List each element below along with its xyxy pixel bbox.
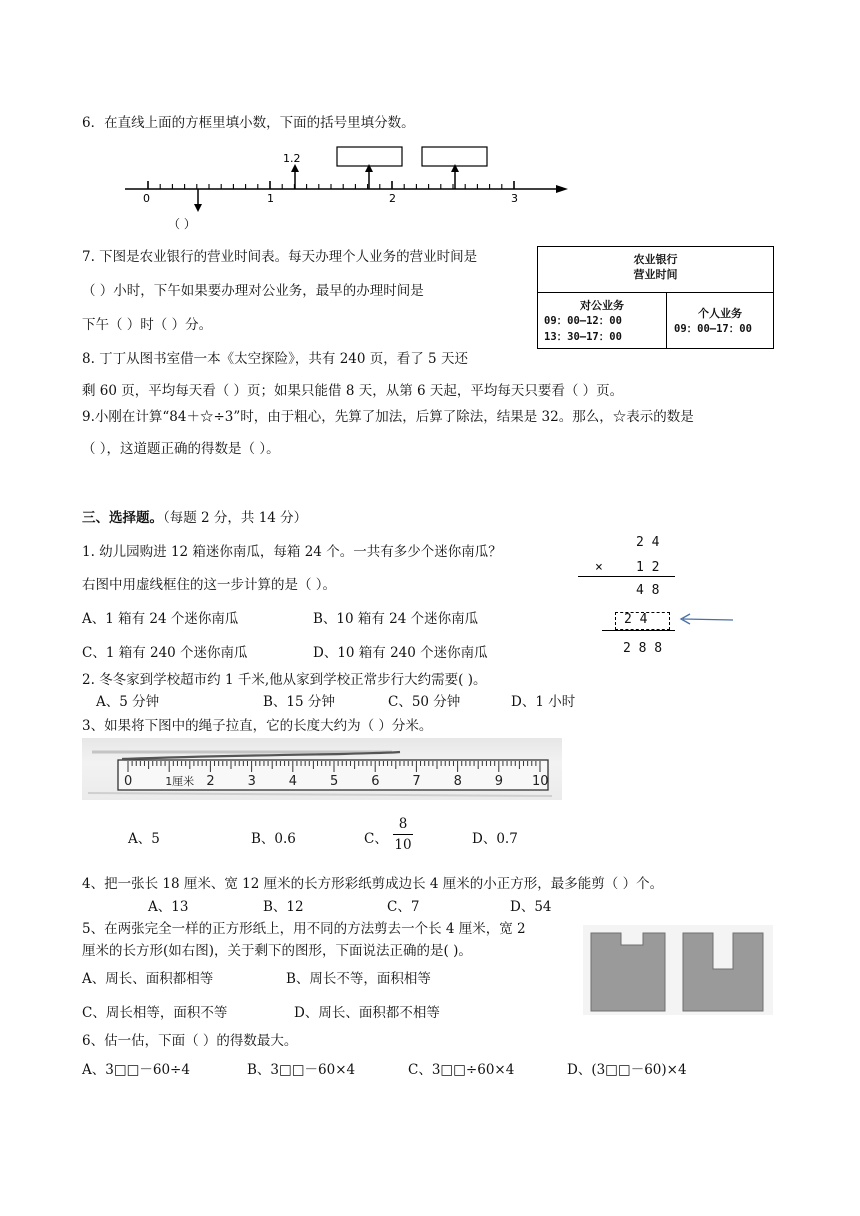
c4-option-c[interactable]: C、7: [387, 899, 420, 915]
q7-line1: 7. 下图是农业银行的营业时间表。每天办理个人业务的营业时间是: [82, 249, 478, 265]
c6-option-d[interactable]: D、(3□□－60)×4: [567, 1062, 687, 1078]
c5-option-b[interactable]: B、周长不等，面积相等: [286, 971, 431, 987]
ruler-number: 4: [288, 774, 298, 789]
c1-line2: 右图中用虚线框住的这一步计算的是（ ）。: [82, 577, 337, 593]
ruler-number: 10: [532, 774, 549, 789]
vertical-multiplication: 2 4 × 1 2 4 8 2 4 2 8 8: [575, 530, 745, 670]
ruler-number: 0: [124, 774, 133, 789]
q7-line2: （ ）小时，下午如果要办理对公业务，最早的办理时间是: [82, 283, 424, 299]
c5-line2: 厘米的长方形(如右图)，关于剩下的图形，下面说法正确的是( )。: [82, 943, 472, 959]
ruler-number: 1厘米: [165, 775, 195, 788]
c1-option-b[interactable]: B、10 箱有 24 个迷你南瓜: [313, 611, 479, 627]
tick-label-1: 1: [267, 192, 274, 205]
c3-option-c[interactable]: C、: [364, 831, 388, 847]
c1-line1: 1. 幼儿园购进 12 箱迷你南瓜，每箱 24 个。一共有多少个迷你南瓜？: [82, 544, 502, 560]
c4-line: 4、把一张长 18 厘米、宽 12 厘米的长方形彩纸剪成边长 4 厘米的小正方形，最多能剪（ ）个。: [82, 876, 664, 892]
fraction-paren: （ ）: [168, 217, 196, 231]
ruler-number: 2: [206, 774, 215, 789]
ruler-number: 3: [247, 774, 256, 789]
up-arrow-icon: [451, 164, 459, 172]
c3-line: 3、如果将下图中的绳子拉直，它的长度大约为（ ）分米。: [82, 718, 433, 734]
c5-option-c[interactable]: C、周长相等，面积不等: [82, 1005, 228, 1021]
c4-option-d[interactable]: D、54: [510, 899, 552, 915]
c5-line1: 5、在两张完全一样的正方形纸上，用不同的方法剪去一个长 4 厘米，宽 2: [82, 921, 526, 937]
q6-text: 6．在直线上面的方框里填小数，下面的括号里填分数。: [82, 115, 415, 131]
tick-label-0: 0: [143, 192, 150, 205]
q7-line3: 下午（ ）时（ ）分。: [82, 317, 213, 333]
c6-line: 6、估一估，下面（ ）的得数最大。: [82, 1033, 298, 1049]
corporate-time-1: 09：00—12：00: [544, 315, 622, 327]
ruler-number: 6: [371, 774, 380, 789]
up-arrow-icon: [291, 164, 299, 172]
tick-label-3: 3: [511, 192, 518, 205]
corporate-time-2: 13：30—17：00: [544, 331, 622, 343]
personal-col-head: 个人业务: [698, 307, 742, 320]
c3-option-d[interactable]: D、0.7: [472, 831, 518, 847]
c1-option-d[interactable]: D、10 箱有 240 个迷你南瓜: [313, 645, 488, 661]
c3-option-b[interactable]: B、0.6: [251, 831, 296, 847]
c2-option-b[interactable]: B、15 分钟: [263, 694, 335, 710]
decimal-answer-box-1[interactable]: [337, 147, 402, 166]
q9-line1: 9.小刚在计算“84＋☆÷3”时，由于粗心，先算了加法，后算了除法，结果是 32。那么，☆表示的数是: [82, 409, 694, 425]
c3-option-a[interactable]: A、5: [128, 831, 160, 847]
c2-option-a[interactable]: A、5 分钟: [96, 694, 160, 710]
personal-time: 09：00—17：00: [674, 323, 752, 335]
q9-line2: （ ），这道题正确的得数是（ ）。: [82, 441, 280, 457]
c1-option-c[interactable]: C、1 箱有 240 个迷你南瓜: [82, 645, 248, 661]
q8-line1: 8. 丁丁从图书室借一本《太空探险》，共有 240 页，看了 5 天还: [82, 351, 468, 367]
c2-line: 2. 冬冬家到学校超市约 1 千米,他从家到学校正常步行大约需要( )。: [82, 672, 487, 688]
up-arrow-icon: [365, 164, 373, 172]
ruler-number: 8: [453, 774, 462, 789]
ruler-number: 9: [494, 774, 504, 789]
c5-option-d[interactable]: D、周长、面积都不相等: [294, 1005, 440, 1021]
number-line: [0, 0, 860, 240]
decimal-answer-box-2[interactable]: [422, 147, 487, 166]
c6-option-c[interactable]: C、3□□÷60×4: [408, 1062, 515, 1078]
bank-hours-table: [537, 246, 774, 349]
c4-option-a[interactable]: A、13: [148, 899, 189, 915]
c4-option-b[interactable]: B、12: [263, 899, 304, 915]
down-arrow-icon: [194, 204, 202, 212]
tick-label-2: 2: [389, 192, 396, 205]
q8-line2: 剩 60 页，平均每天看（ ）页；如果只能借 8 天，从第 6 天起，平均每天只要看（ ）页。: [82, 383, 624, 399]
ruler-number: 7: [412, 774, 421, 789]
marker-label: 1.2: [283, 152, 301, 165]
c6-option-a[interactable]: A、3□□－60÷4: [82, 1062, 190, 1078]
fraction-8-10[interactable]: 8 10: [394, 816, 412, 853]
cut-squares-figure: [583, 925, 773, 1015]
section-heading: 三、选择题。（每题 2 分，共 14 分）: [82, 510, 308, 526]
table-title: 农业银行 营业时间: [633, 253, 678, 281]
pointer-arrow-icon: [677, 612, 737, 626]
c6-option-b[interactable]: B、3□□－60×4: [247, 1062, 356, 1078]
ruler-figure: [82, 738, 562, 800]
c1-option-a[interactable]: A、1 箱有 24 个迷你南瓜: [82, 611, 239, 627]
c5-option-a[interactable]: A、周长、面积都相等: [82, 971, 214, 987]
ruler-number: 5: [330, 774, 339, 789]
c2-option-c[interactable]: C、50 分钟: [388, 694, 461, 710]
c2-option-d[interactable]: D、1 小时: [511, 694, 576, 710]
corporate-col-head: 对公业务: [580, 299, 624, 312]
